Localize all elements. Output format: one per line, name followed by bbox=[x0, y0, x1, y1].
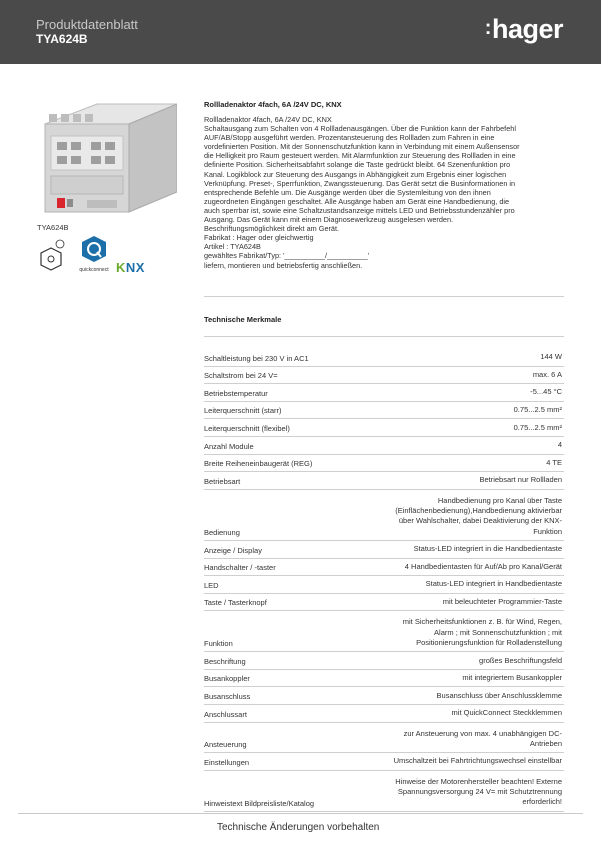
spec-label: Busankoppler bbox=[204, 674, 250, 684]
spec-value-line: erforderlich! bbox=[522, 797, 562, 807]
spec-value-line: mit beleuchteter Programmier-Taste bbox=[442, 597, 562, 607]
footer-note: Technische Änderungen vorbehalten bbox=[217, 822, 380, 833]
standards-icon bbox=[33, 238, 69, 278]
spec-label: LED bbox=[204, 580, 219, 590]
spec-value-line: Hinweise der Motorenhersteller beachten! Externe bbox=[395, 776, 562, 786]
spec-row bbox=[204, 541, 564, 559]
spec-row bbox=[204, 402, 564, 420]
image-caption: TYA624B bbox=[37, 223, 69, 232]
description-line: gewähltes Fabrikat/Typ: '__________/__________' bbox=[204, 251, 370, 261]
spec-value-line: (Einflächenbedienung),Handbedienung aktivierbar bbox=[395, 506, 562, 516]
qc-label: quickconnect bbox=[79, 267, 109, 273]
spec-value bbox=[443, 597, 562, 607]
description-line: entsprechende Befehle um. Die Ausgänge werden über die Systemleitung von den ihnen bbox=[204, 187, 491, 197]
document-model: TYA624B bbox=[36, 32, 88, 46]
spec-label: Anzahl Module bbox=[204, 441, 254, 451]
spec-value-line: 0.75...2.5 mm² bbox=[513, 422, 562, 432]
document-type: Produktdatenblatt bbox=[36, 17, 138, 32]
description-line: vordefinierten Position. Mit der Sonnenschutzfunktion kann in Verbindung mit einem Außensensor bbox=[204, 142, 520, 152]
description-line: Ausgang. Das Gerät kann mit einem Diagnosewerkzeug ausgelesen werden. bbox=[204, 215, 454, 225]
spec-value-line: Funktion bbox=[533, 526, 562, 536]
spec-value bbox=[405, 562, 562, 572]
spec-value-line: mit Sicherheitsfunktionen z. B. für Wind, Regen, bbox=[402, 617, 562, 627]
description-line: Artikel : TYA624B bbox=[204, 242, 261, 252]
spec-row bbox=[204, 753, 564, 771]
spec-value bbox=[514, 405, 562, 415]
spec-value-line: -5...45 °C bbox=[530, 387, 562, 397]
spec-value bbox=[452, 708, 562, 718]
quickconnect-logo bbox=[76, 234, 112, 274]
spec-value bbox=[437, 691, 562, 701]
spec-row bbox=[204, 437, 564, 455]
description-line: AUF/AB/Stopp ausgeführt werden. Prozentansteuerung des Rollladen zum Fahren in eine bbox=[204, 133, 495, 143]
spec-row bbox=[204, 384, 564, 402]
spec-label: Leiterquerschnitt (flexibel) bbox=[204, 423, 290, 433]
description-line: Kanal. Logikblock zur Steuerung des Ausgangs in Abhängigkeit zum Ergebnis einer logischen bbox=[204, 169, 507, 179]
spec-value bbox=[404, 729, 562, 750]
spec-value bbox=[533, 370, 562, 380]
spec-label: Betriebsart bbox=[204, 476, 241, 486]
spec-value bbox=[414, 544, 562, 554]
hager-logo: :hager bbox=[484, 14, 563, 44]
spec-value-line: Status-LED integriert in die Handbedientaste bbox=[413, 544, 562, 554]
spec-value-line: mit integriertem Busankoppler bbox=[462, 673, 562, 683]
spec-value bbox=[462, 673, 562, 683]
spec-label: Bedienung bbox=[204, 527, 240, 537]
spec-value-line: mit QuickConnect Steckklemmen bbox=[451, 708, 562, 718]
spec-row bbox=[204, 687, 564, 705]
spec-label: Beschriftung bbox=[204, 656, 246, 666]
page-header bbox=[0, 0, 601, 64]
spec-label: Schaltleistung bei 230 V in AC1 bbox=[204, 353, 309, 363]
spec-value bbox=[395, 777, 562, 808]
product-title: Rollladenaktor 4fach, 6A /24V DC, KNX bbox=[204, 100, 342, 109]
knx-logo: KNX bbox=[116, 260, 145, 275]
spec-value-line: Betriebsart nur Rollladen bbox=[479, 475, 562, 485]
section-divider bbox=[204, 336, 564, 337]
spec-row bbox=[204, 611, 564, 652]
spec-row bbox=[204, 670, 564, 688]
spec-value bbox=[558, 440, 562, 450]
spec-value bbox=[426, 579, 562, 589]
spec-value bbox=[395, 496, 562, 537]
spec-row bbox=[204, 455, 564, 473]
spec-value-line: Positionierungsfunktion für Rolladenstellung bbox=[416, 637, 562, 647]
spec-value bbox=[540, 352, 562, 362]
description-line: Verknüpfung. Preset-, Sperrfunktion, Zwangssteuerung. Das Gerät setzt die Businformationen in bbox=[204, 178, 516, 188]
description-body bbox=[204, 115, 574, 270]
spec-value bbox=[479, 656, 562, 666]
spec-value-line: 144 W bbox=[540, 352, 562, 362]
description-line: definierte Position. Sicherheitsabfahrt solange die Taste gedrückt bleibt. 64 Szenenfunktion pro bbox=[204, 160, 511, 170]
spec-label: Busanschluss bbox=[204, 691, 251, 701]
spec-row bbox=[204, 652, 564, 670]
spec-row bbox=[204, 472, 564, 490]
spec-value bbox=[403, 617, 562, 648]
spec-label: Hinweistext Bildpreisliste/Katalog bbox=[204, 798, 315, 808]
section-title: Technische Merkmale bbox=[204, 315, 282, 324]
description-line: Schaltausgang zum Schalten von 4 Rollladenausgängen. Über die Funktion kann der Fahrbefehl bbox=[204, 124, 516, 134]
spec-label: Anschlussart bbox=[204, 709, 247, 719]
spec-label: Ansteuerung bbox=[204, 740, 247, 750]
spec-value-line: Antrieben bbox=[529, 738, 562, 748]
spec-value-line: zur Ansteuerung von max. 4 unabhängigen DC- bbox=[403, 728, 562, 738]
spec-value-line: Spannungsversorgung 24 V= mit Schutztrennung bbox=[397, 787, 562, 797]
spec-value bbox=[546, 458, 562, 468]
description-line: Rollladenaktor 4fach, 6A /24V DC, KNX bbox=[204, 115, 332, 124]
spec-row bbox=[204, 723, 564, 754]
spec-value-line: Umschaltzeit bei Fahrtrichtungswechsel einstellbar bbox=[393, 756, 562, 766]
spec-row bbox=[204, 559, 564, 577]
spec-row bbox=[204, 419, 564, 437]
spec-label: Handschalter / -taster bbox=[204, 563, 276, 573]
spec-value-line: Status-LED integriert in Handbedientaste bbox=[425, 579, 562, 589]
spec-label: Breite Reiheneinbaugerät (REG) bbox=[204, 459, 313, 469]
description-line: zugeordneten Eingängen geschaltet. Alle Ausgänge haben am Gerät eine Handbedienung, die bbox=[204, 196, 510, 206]
spec-value-line: 4 bbox=[557, 440, 562, 450]
description-line: Fabrikat : Hager oder gleichwertig bbox=[204, 233, 314, 243]
spec-row bbox=[204, 594, 564, 612]
spec-value bbox=[530, 387, 562, 397]
spec-value-line: großes Beschriftungsfeld bbox=[479, 655, 562, 665]
spec-value bbox=[514, 423, 562, 433]
spec-value-line: 4 TE bbox=[546, 457, 562, 467]
spec-value-line: über Wahlschalter, dabei Deaktivierung der KNX- bbox=[398, 516, 562, 526]
description-line: die Helligkeit pro Raum gesteuert werden. Mit Alarmfunktion zur Steuerung des Rollladen in eine bbox=[204, 151, 516, 161]
spec-row bbox=[204, 705, 564, 723]
spec-row bbox=[204, 490, 564, 541]
spec-value bbox=[479, 475, 562, 485]
spec-label: Schaltstrom bei 24 V= bbox=[204, 371, 278, 381]
footer-divider bbox=[18, 813, 583, 814]
spec-table bbox=[204, 349, 564, 812]
spec-label: Einstellungen bbox=[204, 757, 250, 767]
spec-label: Leiterquerschnitt (starr) bbox=[204, 406, 282, 416]
spec-value bbox=[394, 756, 562, 766]
description-line: Beschriftungsmöglichkeit direkt am Gerät. bbox=[204, 224, 340, 234]
spec-label: Funktion bbox=[204, 639, 233, 649]
description-line: auch sperrbar ist, sowie eine Schaltzustandsanzeige mittels LED und Betriebsstundenzähler pro bbox=[204, 205, 515, 215]
spec-row bbox=[204, 576, 564, 594]
description-line: liefern, montieren und betriebsfertig anschließen. bbox=[204, 260, 363, 270]
spec-value-line: 0.75...2.5 mm² bbox=[513, 405, 562, 415]
spec-label: Betriebstemperatur bbox=[204, 388, 268, 398]
product-image bbox=[37, 100, 177, 218]
spec-row bbox=[204, 349, 564, 367]
spec-value-line: Alarm ; mit Sonnenschutzfunktion ; mit bbox=[434, 627, 562, 637]
spec-value-line: Busanschluss über Anschlussklemme bbox=[436, 690, 562, 700]
spec-row bbox=[204, 367, 564, 385]
spec-row bbox=[204, 771, 564, 812]
spec-value-line: Handbedienung pro Kanal über Taste bbox=[437, 495, 562, 505]
spec-label: Anzeige / Display bbox=[204, 545, 262, 555]
spec-value-line: 4 Handbedientasten für Auf/Ab pro Kanal/Gerät bbox=[404, 561, 562, 571]
product-description bbox=[204, 100, 574, 270]
spec-value-line: max. 6 A bbox=[532, 369, 562, 379]
spec-label: Taste / Tasterknopf bbox=[204, 598, 267, 608]
section-divider bbox=[204, 296, 564, 297]
